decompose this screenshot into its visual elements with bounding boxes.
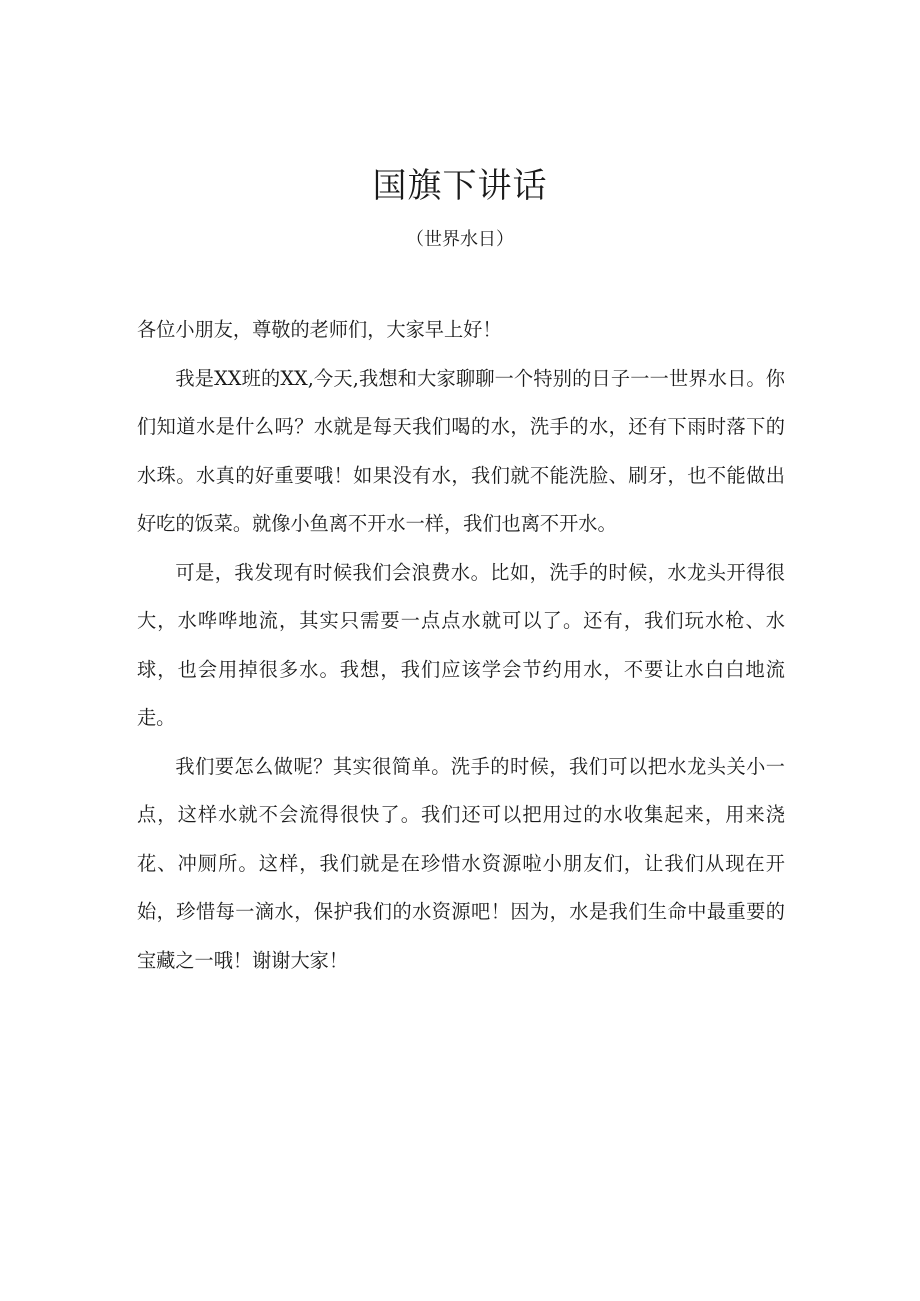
page-title: 国旗下讲话: [372, 166, 548, 206]
paragraph-1: 我是XX班的XX,今天,我想和大家聊聊一个特别的日子一一世界水日。你们知道水是什么吗？水就是每天我们喝的水，洗手的水，还有下雨时落下的水珠。水真的好重要哦！如果没有水，我们就不能洗脸、刷牙，也不能做出好吃的饭菜。就像小鱼离不开水一样，我们也离不开水。: [137, 366, 785, 535]
page-subtitle: （世界水日）: [406, 229, 514, 250]
paragraph-3: 我们要怎么做呢？其实很简单。洗手的时候，我们可以把水龙头关小一点，这样水就不会流得很快了。我们还可以把用过的水收集起来，用来浇花、冲厕所。这样，我们就是在珍惜水资源啦小朋友们，让我们从现在开始，珍惜每一滴水，保护我们的水资源吧！因为，水是我们生命中最重要的宝藏之一哦！谢谢大家！: [137, 754, 785, 972]
paragraph-2: 可是，我发现有时候我们会浪费水。比如，洗手的时候，水龙头开得很大，水哗哗地流，其实只需要一点点水就可以了。还有，我们玩水枪、水球，也会用掉很多水。我想，我们应该学会节约用水，不要让水白白地流走。: [137, 560, 785, 729]
greeting-paragraph: 各位小朋友，尊敬的老师们，大家早上好！: [137, 318, 502, 341]
speech-body: [137, 306, 785, 985]
